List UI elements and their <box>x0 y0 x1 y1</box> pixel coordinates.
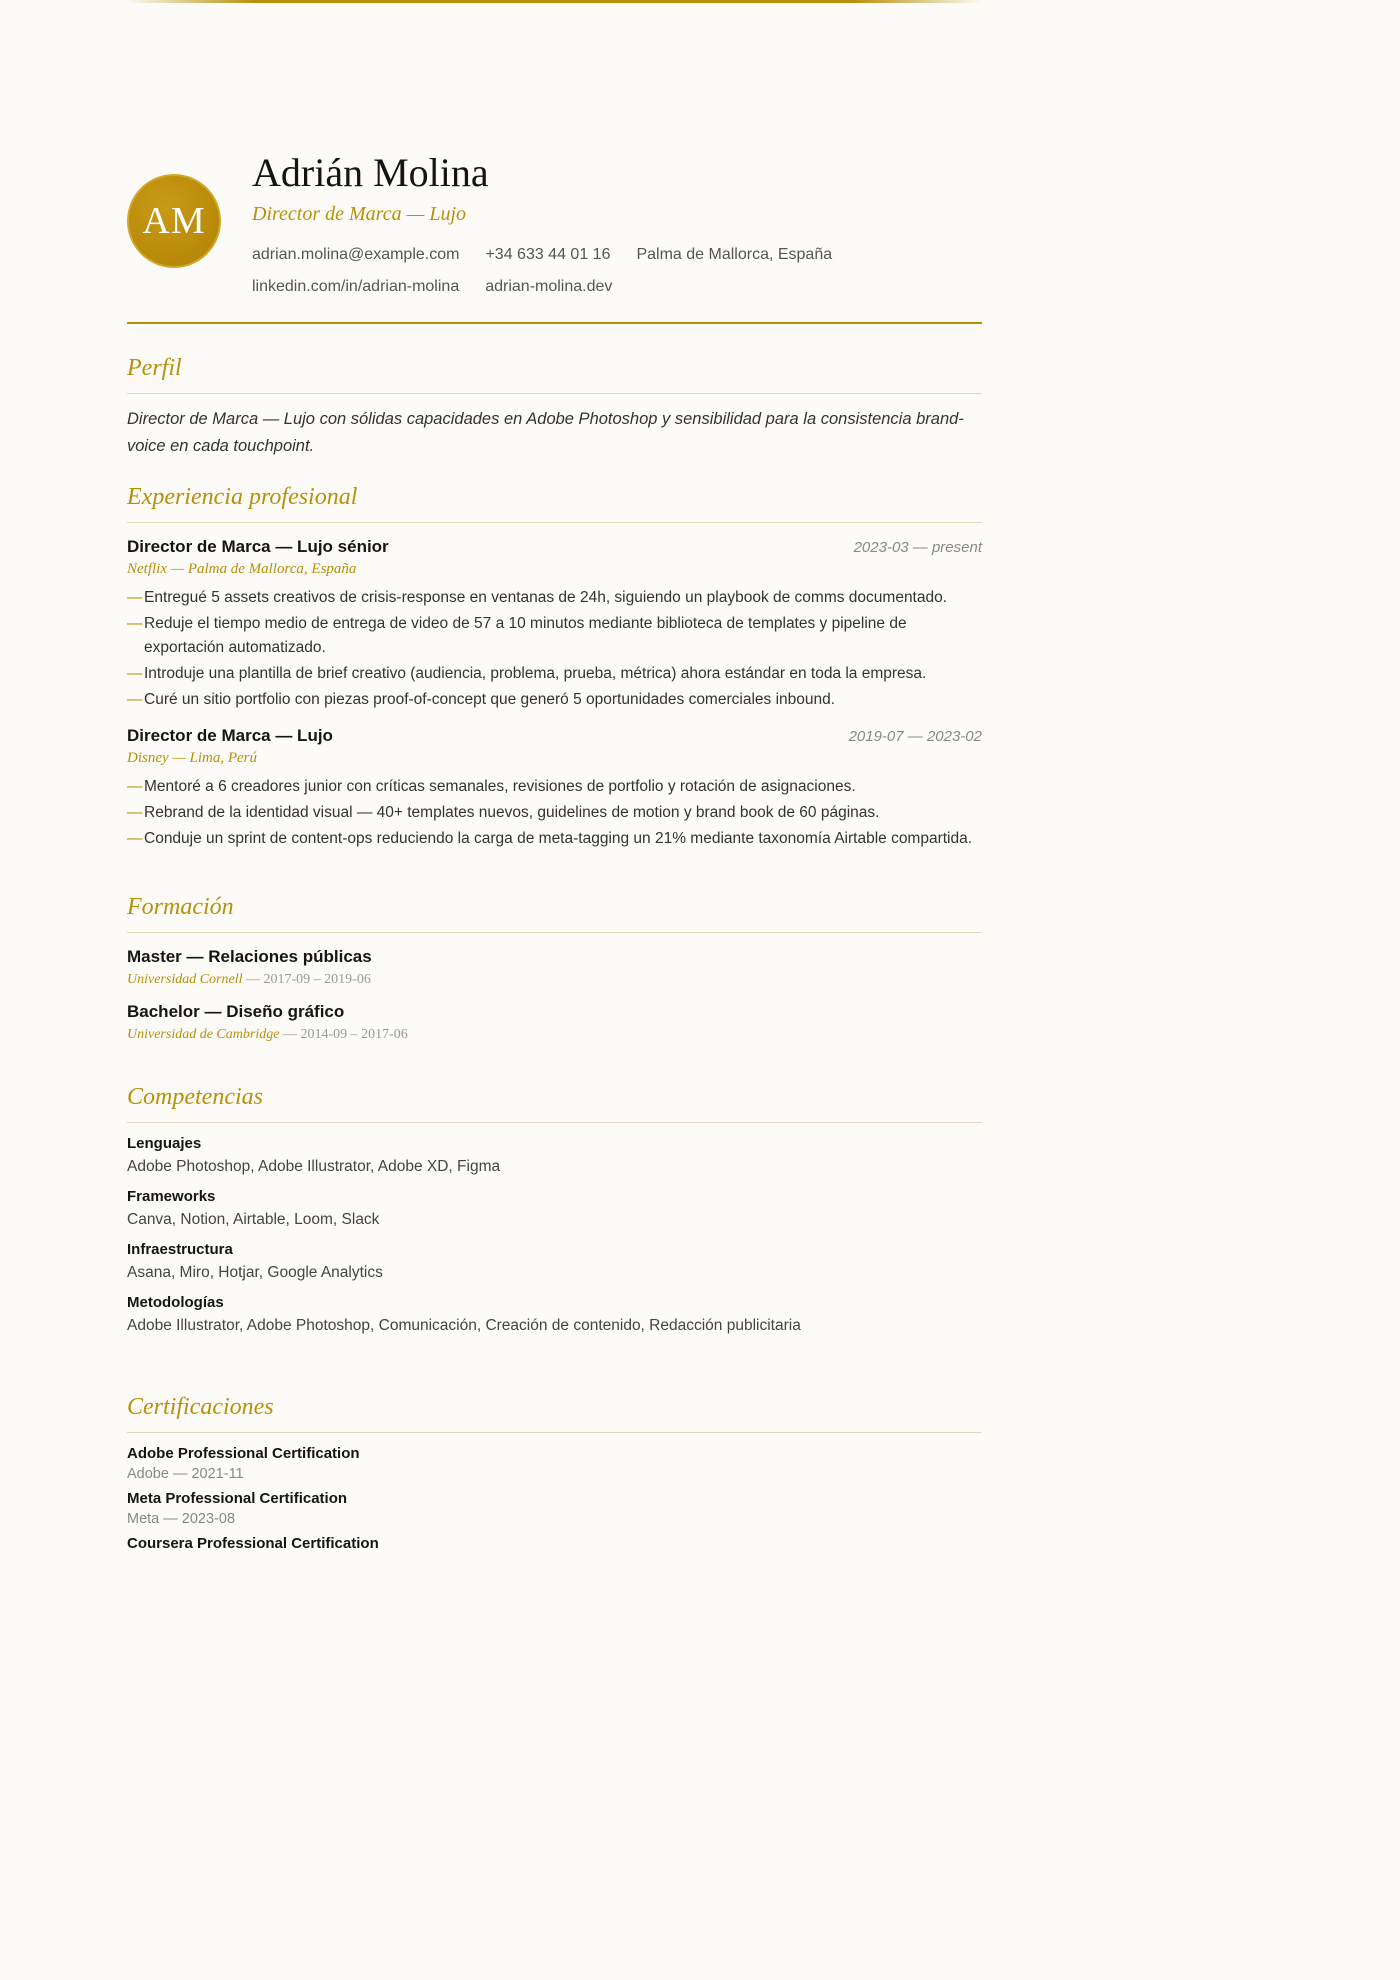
bullet-text: Introduje una plantilla de brief creativo (audiencia, problema, prueba, métrica) ahora estándar en toda la empresa. <box>144 665 927 682</box>
skill-list: Adobe Illustrator, Adobe Photoshop, Comunicación, Creación de contenido, Redacción publicitaria <box>127 1317 801 1334</box>
job-dates: 2023-03 — present <box>853 539 982 556</box>
section-divider <box>127 522 982 523</box>
top-accent-rule <box>127 0 982 3</box>
bullet-text: Conduje un sprint de content-ops reduciendo la carga de meta-tagging un 21% mediante taxonomía Airtable compartida. <box>144 830 973 847</box>
certification-entry <box>127 1490 982 1527</box>
certification-name: Adobe Professional Certification <box>127 1445 360 1462</box>
skill-list: Asana, Miro, Hotjar, Google Analytics <box>127 1264 383 1281</box>
certifications-section <box>127 1392 982 1552</box>
certification-name: Coursera Professional Certification <box>127 1535 379 1552</box>
skill-category: Metodologías <box>127 1294 224 1311</box>
location-text: Palma de Mallorca, España <box>636 246 833 263</box>
dash-marker: — <box>127 665 143 682</box>
contact-row <box>252 246 832 264</box>
certification-name: Meta Professional Certification <box>127 1490 348 1507</box>
phone-text: +34 633 44 01 16 <box>485 246 611 263</box>
skill-category: Frameworks <box>127 1188 216 1205</box>
section-divider <box>127 1122 982 1123</box>
education-section <box>127 892 982 1043</box>
job-entry <box>127 537 982 712</box>
skill-group <box>127 1135 982 1176</box>
section-title: Formación <box>127 894 234 920</box>
skill-group <box>127 1294 982 1335</box>
bullet-text: Entregué 5 assets creativos de crisis-response en ventanas de 24h, siguiendo un playbook de comms documentado. <box>144 589 948 606</box>
list-item <box>127 801 982 825</box>
skill-group <box>127 1241 982 1282</box>
avatar: AM <box>127 174 221 268</box>
skill-group <box>127 1188 982 1229</box>
dash-marker: — <box>127 615 143 632</box>
dash-marker: — <box>127 778 143 795</box>
bullet-text: Rebrand de la identidad visual — 40+ templates nuevos, guidelines de motion y brand book de 60 páginas. <box>144 804 880 821</box>
job-title: Director de Marca — Lujo sénior <box>127 537 389 556</box>
contact-row <box>252 278 612 296</box>
bullet-text: Mentoré a 6 creadores junior con críticas semanales, revisiones de portfolio y rotación de asignaciones. <box>144 778 856 795</box>
experience-section <box>127 482 982 853</box>
dash-marker: — <box>127 804 143 821</box>
degree-title: Master — Relaciones públicas <box>127 947 372 966</box>
website-link[interactable]: adrian-molina.dev <box>485 278 613 295</box>
profile-section <box>127 353 982 460</box>
section-title: Perfil <box>127 355 182 381</box>
skill-list: Canva, Notion, Airtable, Loom, Slack <box>127 1211 380 1228</box>
skill-category: Lenguajes <box>127 1135 202 1152</box>
header-divider <box>127 322 982 324</box>
list-item <box>127 827 982 851</box>
list-item <box>127 586 982 610</box>
certification-entry <box>127 1445 982 1482</box>
job-bullets <box>127 775 982 851</box>
list-item <box>127 662 982 686</box>
job-company: Disney — Lima, Perú <box>127 750 257 766</box>
resume-header <box>127 150 982 324</box>
job-bullets <box>127 586 982 712</box>
list-item <box>127 688 982 712</box>
education-entry <box>127 1002 982 1043</box>
linkedin-link[interactable]: linkedin.com/in/adrian-molina <box>252 278 460 295</box>
section-divider <box>127 932 982 933</box>
job-dates: 2019-07 — 2023-02 <box>848 728 982 745</box>
list-item <box>127 612 982 660</box>
bullet-text: Curé un sitio portfolio con piezas proof-of-concept que generó 5 oportunidades comerciales inbound. <box>144 691 836 708</box>
skill-category: Infraestructura <box>127 1241 233 1258</box>
certification-meta: Meta — 2023-08 <box>127 1511 236 1527</box>
profile-summary: Director de Marca — Lujo con sólidas capacidades en Adobe Photoshop y sensibilidad para la consistencia brand-voice en cada touchpoint. <box>127 410 964 455</box>
dash-marker: — <box>127 691 143 708</box>
skill-list: Adobe Photoshop, Adobe Illustrator, Adobe XD, Figma <box>127 1158 501 1175</box>
skills-section <box>127 1082 982 1335</box>
section-title: Experiencia profesional <box>127 484 358 510</box>
school-name: Universidad Cornell <box>127 972 243 987</box>
job-company: Netflix — Palma de Mallorca, España <box>127 561 357 577</box>
education-dates: — 2017-09 – 2019-06 <box>242 972 371 987</box>
dash-marker: — <box>127 830 143 847</box>
job-title: Director de Marca — Lujo <box>127 726 333 745</box>
education-entry <box>127 947 982 988</box>
candidate-role: Director de Marca — Lujo <box>252 203 467 225</box>
degree-title: Bachelor — Diseño gráfico <box>127 1002 345 1021</box>
certification-meta: Adobe — 2021-11 <box>127 1466 244 1482</box>
education-dates: — 2014-09 – 2017-06 <box>279 1027 408 1042</box>
job-entry <box>127 726 982 851</box>
candidate-name: Adrián Molina <box>252 150 489 195</box>
section-divider <box>127 1432 982 1433</box>
certification-entry <box>127 1535 982 1552</box>
school-name: Universidad de Cambridge <box>127 1027 280 1042</box>
section-divider <box>127 393 982 394</box>
bullet-text: Reduje el tiempo medio de entrega de video de 57 a 10 minutos mediante biblioteca de templates y pipeline de exportación automatizado. <box>144 615 907 656</box>
dash-marker: — <box>127 589 143 606</box>
section-title: Competencias <box>127 1084 263 1110</box>
list-item <box>127 775 982 799</box>
email-link[interactable]: adrian.molina@example.com <box>252 246 460 263</box>
section-title: Certificaciones <box>127 1394 274 1420</box>
